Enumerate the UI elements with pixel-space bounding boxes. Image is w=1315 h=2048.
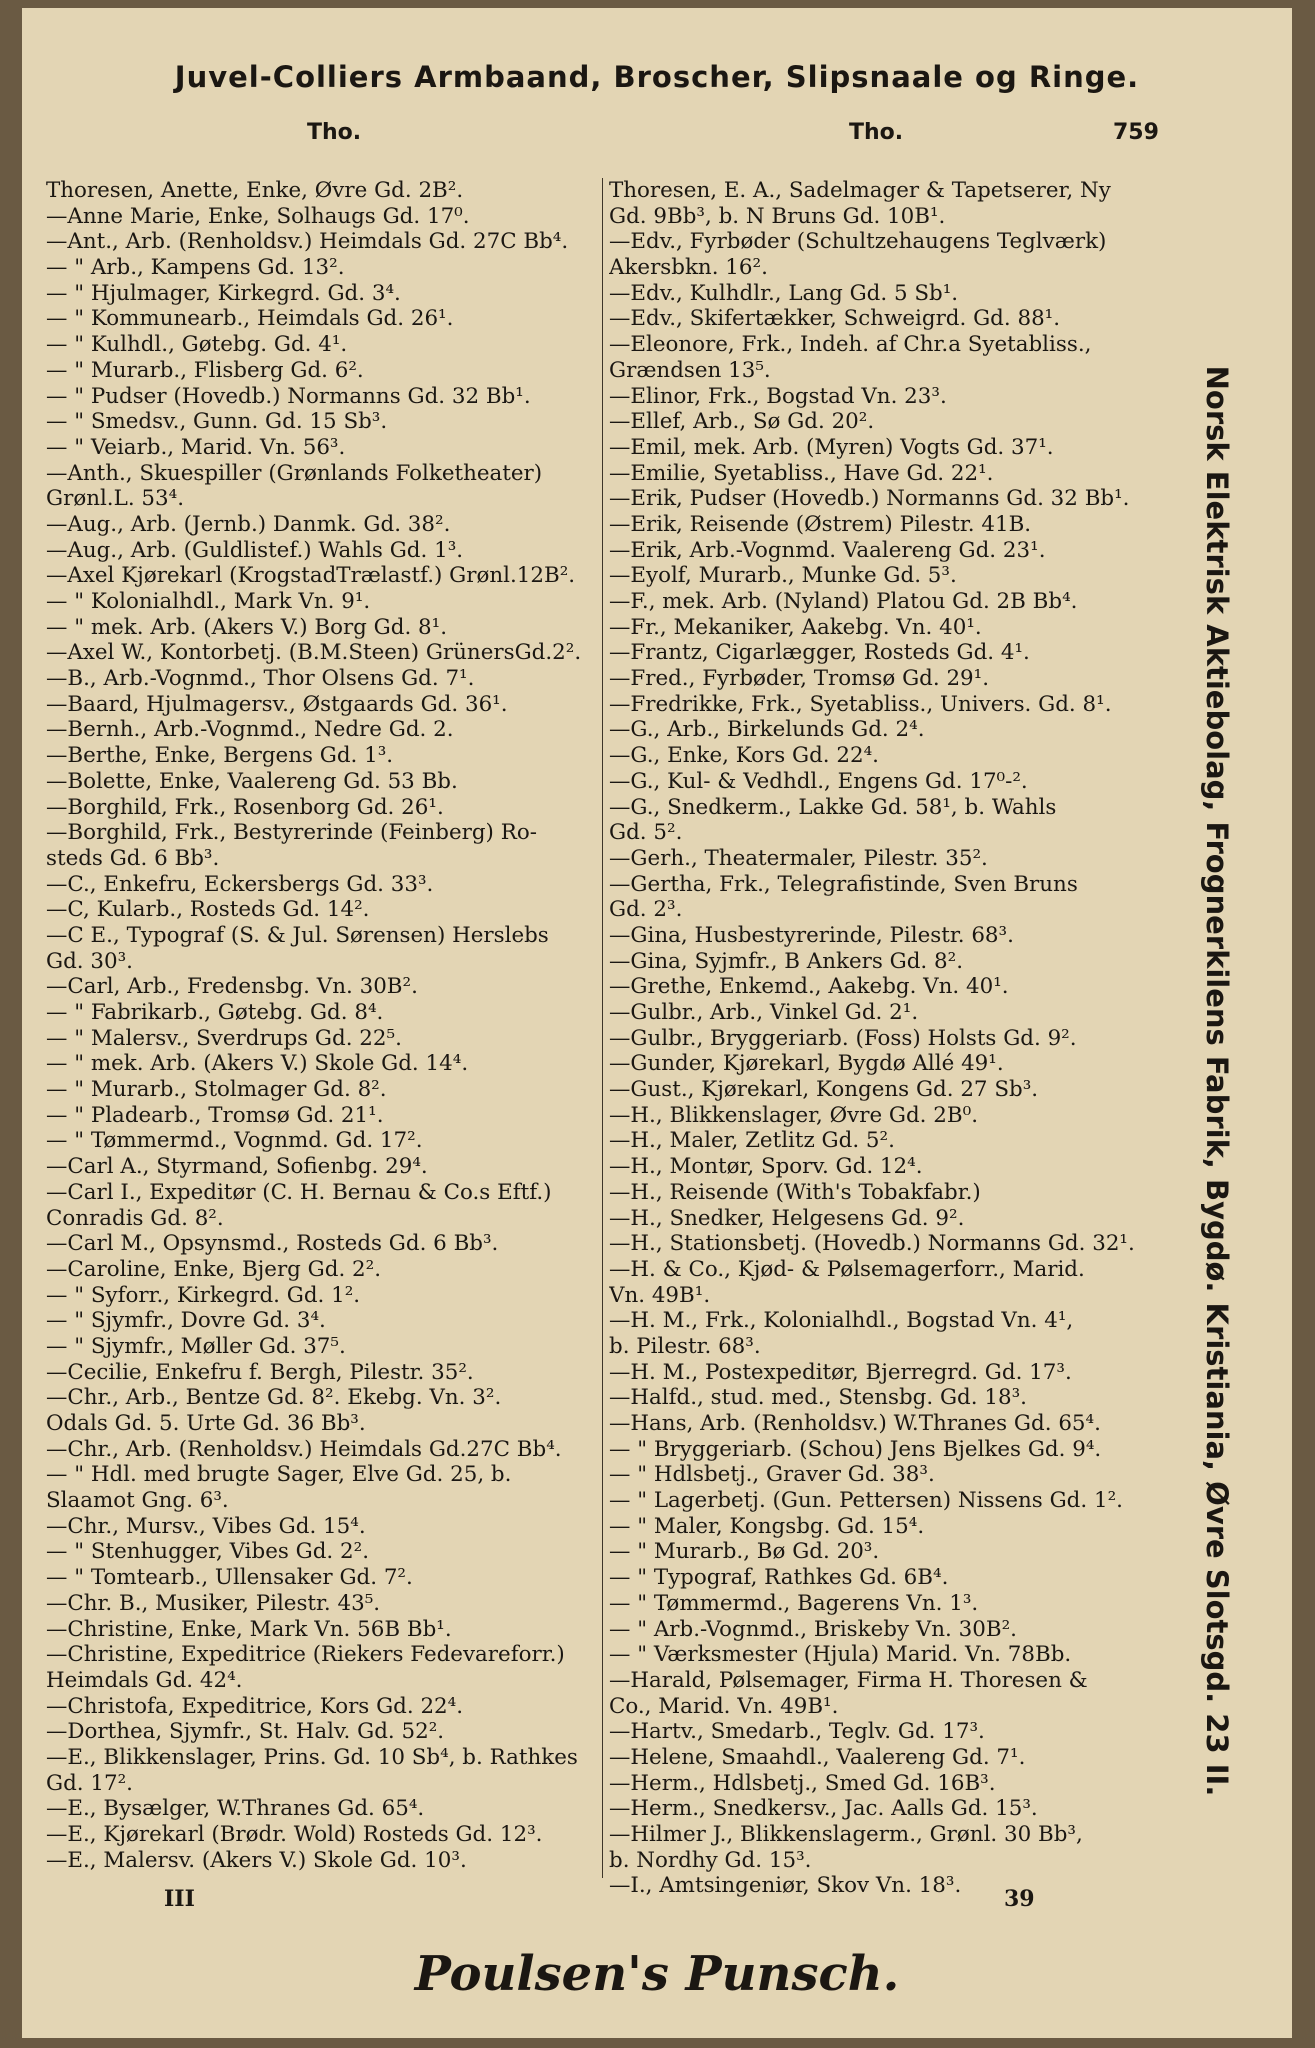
directory-entry-line: —E., Bysælger, W.Thranes Gd. 65⁴. [46,1796,425,1822]
directory-entry-line: — " Stenhugger, Vibes Gd. 2². [46,1539,369,1565]
directory-entry-line: —Emilie, Syetabliss., Have Gd. 22¹. [609,460,994,486]
directory-entry-line: —Fredrikke, Frk., Syetabliss., Univers. Gd. 8¹. [609,691,1112,717]
directory-entry-line: —Dorthea, Sjymfr., St. Halv. Gd. 52². [46,1719,445,1745]
directory-entry-line: —Bernh., Arb.-Vognmd., Nedre Gd. 2. [46,717,454,743]
directory-entry-line: — " Sjymfr., Dovre Gd. 3⁴. [46,1308,326,1334]
directory-entry-line: —C E., Typograf (S. & Jul. Sørensen) Herslebs [46,922,549,948]
left-column-header: Tho. [307,120,362,145]
directory-entry-line: Grændsen 13⁵. [609,357,771,383]
directory-entry-line: —C, Kularb., Rosteds Gd. 14². [46,897,370,923]
directory-entry-line: Thoresen, Anette, Enke, Øvre Gd. 2B². [46,178,464,203]
directory-entry-line: — " Murarb., Stolmager Gd. 8². [46,1077,387,1103]
directory-entry-line: Conradis Gd. 8². [46,1205,224,1231]
directory-entry-line: — " Typograf, Rathkes Gd. 6B⁴. [609,1565,949,1591]
directory-entry-line: — " Smedsv., Gunn. Gd. 15 Sb³. [46,409,388,435]
directory-entry-line: —Gunder, Kjørekarl, Bygdø Allé 49¹. [609,1051,1004,1077]
directory-entry-line: —Edv., Kulhdlr., Lang Gd. 5 Sb¹. [609,280,959,306]
directory-entry-line: —Gulbr., Bryggeriarb. (Foss) Holsts Gd. 9². [609,1025,1077,1051]
directory-entry-line: —Baard, Hjulmagersv., Østgaards Gd. 36¹. [46,691,508,717]
directory-entry-line: — " Maler, Kongsbg. Gd. 15⁴. [609,1513,925,1539]
directory-entry-line: — " Værksmester (Hjula) Marid. Vn. 78Bb. [609,1642,1072,1668]
directory-entry-line: —Carl A., Styrmand, Sofienbg. 29⁴. [46,1154,428,1180]
directory-entry-line: —Eyolf, Murarb., Munke Gd. 5³. [609,563,957,589]
directory-entry-line: —E., Malersv. (Akers V.) Skole Gd. 10³. [46,1847,467,1873]
side-advertisement [1187,286,1247,1876]
directory-entry-line: — " Lagerbetj. (Gun. Pettersen) Nissens Gd. 1². [609,1488,1123,1514]
directory-entry-line: —Carl M., Opsynsmd., Rosteds Gd. 6 Bb³. [46,1231,499,1257]
directory-entry-line: —Edv., Fyrbøder (Schultzehaugens Teglværk) [609,229,1107,255]
directory-entry-line: Gd. 9Bb³, b. N Bruns Gd. 10B¹. [609,203,946,229]
directory-entry-line: —Chr., Arb., Bentze Gd. 8². Ekebg. Vn. 3². [46,1385,502,1411]
directory-entry-line: — " Malersv., Sverdrups Gd. 22⁵. [46,1025,402,1051]
directory-entry-line: steds Gd. 6 Bb³. [46,845,220,871]
directory-entry-line: — " Arb., Kampens Gd. 13². [46,255,345,281]
directory-entry-line: —G., Arb., Birkelunds Gd. 2⁴. [609,717,925,743]
directory-entry-line: —Frantz, Cigarlægger, Rosteds Gd. 4¹. [609,640,1030,666]
directory-entry-line: Akersbkn. 16². [609,255,768,281]
directory-entry-line: b. Nordhy Gd. 15³. [609,1847,812,1873]
directory-entry-line: — " Kommunearb., Heimdals Gd. 26¹. [46,306,454,332]
directory-entry-line: Odals Gd. 5. Urte Gd. 36 Bb³. [46,1411,366,1436]
directory-entry-line: —Cecilie, Enkefru f. Bergh, Pilestr. 35². [46,1359,474,1385]
directory-entry-line: —Grethe, Enkemd., Aakebg. Vn. 40¹. [609,974,1009,1000]
directory-entry-line: — " Hdl. med brugte Sager, Elve Gd. 25, b. [46,1462,512,1488]
directory-entry-line: —H., Reisende (With's Tobakfabr.) [609,1179,981,1205]
directory-entry-line: —Aug., Arb. (Jernb.) Danmk. Gd. 38². [46,511,451,537]
directory-entry-line: — " Hjulmager, Kirkegrd. Gd. 3⁴. [46,280,401,306]
directory-entry-line: —Hilmer J., Blikkenslagerm., Grønl. 30 Bb³, [609,1822,1083,1847]
directory-entry-line: —F., mek. Arb. (Nyland) Platou Gd. 2B Bb⁴. [609,589,1078,614]
directory-entry-line: —Christofa, Expeditrice, Kors Gd. 22⁴. [46,1693,464,1719]
directory-entry-line: —Aug., Arb. (Guldlistef.) Wahls Gd. 1³. [46,537,464,563]
directory-entry-line: —G., Enke, Kors Gd. 22⁴. [609,743,879,769]
directory-entry-line: —E., Kjørekarl (Brødr. Wold) Rosteds Gd. 12³. [46,1822,543,1847]
directory-entry-line: — " Tomtearb., Ullensaker Gd. 7². [46,1565,413,1591]
directory-entry-line: Slaamot Gng. 6³. [46,1488,229,1514]
directory-entry-line: —Christine, Expeditrice (Riekers Fedevareforr.) [46,1642,565,1668]
directory-entry-line: — " Kolonialhdl., Mark Vn. 9¹. [46,589,371,614]
directory-entry-line: —Erik, Pudser (Hovedb.) Normanns Gd. 32 Bb¹. [609,486,1130,512]
directory-entry-line: —H. & Co., Kjød- & Pølsemagerforr., Marid. [609,1256,1085,1282]
directory-entry-line: — " Fabrikarb., Gøtebg. Gd. 8⁴. [46,1000,384,1025]
directory-page [22,8,1292,2038]
directory-entry-line: Gd. 5². [609,820,683,846]
directory-entry-line: Vn. 49B¹. [609,1282,711,1308]
directory-entry-line: —Christine, Enke, Mark Vn. 56B Bb¹. [46,1616,452,1642]
directory-entry-line: —Chr., Mursv., Vibes Gd. 15⁴. [46,1513,366,1539]
directory-entry-line: —Gerh., Theatermaler, Pilestr. 35². [609,845,988,871]
directory-entry-line: —Ant., Arb. (Renholdsv.) Heimdals Gd. 27C Bb⁴. [46,229,569,255]
directory-entry-line: —G., Kul- & Vedhdl., Engens Gd. 17⁰-². [609,768,1028,794]
directory-entry-line: Gd. 2³. [609,897,683,923]
directory-entry-line: —Axel W., Kontorbetj. (B.M.Steen) GrünersGd.2². [46,640,582,666]
directory-entry-line: —H., Montør, Sporv. Gd. 12⁴. [609,1154,923,1180]
page-number: 759 [1113,120,1159,145]
directory-entry-line: —H. M., Postexpeditør, Bjerregrd. Gd. 17³. [609,1359,1072,1385]
directory-entry-line: —Ellef, Arb., Sø Gd. 20². [609,409,875,435]
directory-entry-line: Gd. 17². [46,1770,133,1796]
directory-entry-line: —H., Stationsbetj. (Hovedb.) Normanns Gd. 32¹. [609,1231,1135,1257]
directory-entry-line: —Fr., Mekaniker, Aakebg. Vn. 40¹. [609,614,982,640]
directory-entry-line: —C., Enkefru, Eckersbergs Gd. 33³. [46,871,434,897]
directory-entry-line: —Fred., Fyrbøder, Tromsø Gd. 29¹. [609,666,990,692]
directory-entry-line: —Gina, Syjmfr., B Ankers Gd. 8². [609,948,964,974]
directory-entry-line: —Gust., Kjørekarl, Kongens Gd. 27 Sb³. [609,1077,1039,1103]
left-column [46,178,618,1873]
directory-entry-line: —Hartv., Smedarb., Teglv. Gd. 17³. [609,1719,985,1745]
directory-entry-line: —B., Arb.-Vognmd., Thor Olsens Gd. 7¹. [46,666,475,692]
bottom-advertisement: Poulsen's Punsch. [414,1946,900,2002]
directory-entry-line: — " Pudser (Hovedb.) Normanns Gd. 32 Bb¹. [46,383,531,409]
directory-entry-line: — " Murarb., Flisberg Gd. 6². [46,357,364,383]
directory-entry-line: —H. M., Frk., Kolonialhdl., Bogstad Vn. 4¹, [609,1308,1074,1334]
directory-entry-line: —Gina, Husbestyrerinde, Pilestr. 68³. [609,922,1014,948]
directory-entry-line: b. Pilestr. 68³. [609,1333,761,1359]
directory-entry-line: —Helene, Smaahdl., Vaalereng Gd. 7¹. [609,1744,1026,1770]
directory-entry-line: —Emil, mek. Arb. (Myren) Vogts Gd. 37¹. [609,434,1054,460]
directory-entry-line: —Eleonore, Frk., Indeh. af Chr.a Syetabliss., [609,332,1092,358]
footer-signature-right: 39 [1004,1886,1035,1912]
directory-entry-line: Heimdals Gd. 42⁴. [46,1667,243,1693]
directory-entry-line: —Berthe, Enke, Bergens Gd. 1³. [46,743,394,769]
banner-advertisement: Juvel-Colliers Armbaand, Broscher, Slipsnaale og Ringe. [174,60,1140,94]
directory-entry-line: — " Pladearb., Tromsø Gd. 21¹. [46,1102,384,1128]
directory-entry-line: —Bolette, Enke, Vaalereng Gd. 53 Bb. [46,768,458,794]
directory-entry-line: — " mek. Arb. (Akers V.) Borg Gd. 8¹. [46,614,448,640]
directory-entry-line: —Chr. B., Musiker, Pilestr. 43⁵. [46,1590,381,1616]
directory-entry-line: — " Tømmermd., Bagerens Vn. 1³. [609,1590,979,1616]
directory-entry-line: —Borghild, Frk., Bestyrerinde (Feinberg) Ro- [46,820,537,846]
directory-entry-line: — " Bryggeriarb. (Schou) Jens Bjelkes Gd. 9⁴. [609,1436,1102,1462]
directory-entry-line: Grønl.L. 53⁴. [46,486,185,512]
directory-entry-line: —Carl I., Expeditør (C. H. Bernau & Co.s Eftf.) [46,1179,552,1205]
directory-entry-line: —Herm., Snedkersv., Jac. Aalls Gd. 15³. [609,1796,1038,1822]
footer-signature-left: III [164,1886,195,1912]
directory-entry-line: Gd. 30³. [46,948,133,974]
directory-entry-line: —Anth., Skuespiller (Grønlands Folketheater) [46,460,543,486]
directory-entry-line: — " Tømmermd., Vognmd. Gd. 17². [46,1128,423,1154]
directory-entry-line: —E., Blikkenslager, Prins. Gd. 10 Sb⁴, b. Rathkes [46,1744,578,1770]
directory-entry-line: —Herm., Hdlsbetj., Smed Gd. 16B³. [609,1770,996,1796]
directory-entry-line: —Halfd., stud. med., Stensbg. Gd. 18³. [609,1385,1027,1411]
directory-entry-line: Co., Marid. Vn. 49B¹. [609,1693,839,1719]
directory-entry-line: —H., Maler, Zetlitz Gd. 5². [609,1128,895,1154]
directory-entry-line: —Gertha, Frk., Telegrafistinde, Sven Bruns [609,871,1078,897]
right-column-header: Tho. [849,120,904,145]
directory-entry-line: —H., Snedker, Helgesens Gd. 9². [609,1205,965,1231]
directory-entry-line: —Erik, Arb.-Vognmd. Vaalereng Gd. 23¹. [609,537,1046,563]
directory-entry-line: —Axel Kjørekarl (KrogstadTrælastf.) Grønl.12B². [46,563,576,589]
directory-entry-line: —Chr., Arb. (Renholdsv.) Heimdals Gd.27C Bb⁴. [46,1436,562,1462]
directory-entry-line: —Caroline, Enke, Bjerg Gd. 2². [46,1256,382,1282]
directory-entry-line: Thoresen, E. A., Sadelmager & Tapetserer, Ny [609,178,1111,203]
directory-entry-line: —Hans, Arb. (Renholdsv.) W.Thranes Gd. 65⁴. [609,1411,1101,1436]
directory-entry-line: —Borghild, Frk., Rosenborg Gd. 26¹. [46,794,444,820]
directory-entry-line: — " Kulhdl., Gøtebg. Gd. 4¹. [46,332,348,358]
directory-entry-line: —H., Blikkenslager, Øvre Gd. 2B⁰. [609,1102,978,1128]
directory-entry-line: —Erik, Reisende (Østrem) Pilestr. 41B. [609,511,1032,537]
directory-entry-line: —Elinor, Frk., Bogstad Vn. 23³. [609,383,947,409]
directory-entry-line: — " Murarb., Bø Gd. 20³. [609,1539,880,1565]
directory-entry-line: — " Syforr., Kirkegrd. Gd. 1². [46,1282,361,1308]
directory-entry-line: —Gulbr., Arb., Vinkel Gd. 2¹. [609,1000,919,1025]
directory-entry-line: —Carl, Arb., Fredensbg. Vn. 30B². [46,974,418,1000]
directory-entry-line: —Harald, Pølsemager, Firma H. Thoresen & [609,1667,1088,1693]
side-advertisement-text: Norsk Elektrisk Aktiebolag, Frognerkilens Fabrik, Bygdø. Kristiania, Øvre Slotsgd. 23 II. [1200,365,1234,1797]
directory-entry-line: —I., Amtsingeniør, Skov Vn. 18³. [609,1873,962,1899]
directory-entry-line: — " Arb.-Vognmd., Briskeby Vn. 30B². [609,1616,1017,1642]
directory-entry-line: — " Hdlsbetj., Graver Gd. 38³. [609,1462,935,1488]
directory-entry-line: — " Veiarb., Marid. Vn. 56³. [46,434,346,460]
directory-entry-line: —G., Snedkerm., Lakke Gd. 58¹, b. Wahls [609,794,1057,820]
directory-entry-line: — " mek. Arb. (Akers V.) Skole Gd. 14⁴. [46,1051,469,1077]
directory-entry-line: —Edv., Skifertækker, Schweigrd. Gd. 88¹. [609,306,1061,332]
directory-entry-line: —Anne Marie, Enke, Solhaugs Gd. 17⁰. [46,203,470,229]
directory-entry-line: — " Sjymfr., Møller Gd. 37⁵. [46,1333,346,1359]
